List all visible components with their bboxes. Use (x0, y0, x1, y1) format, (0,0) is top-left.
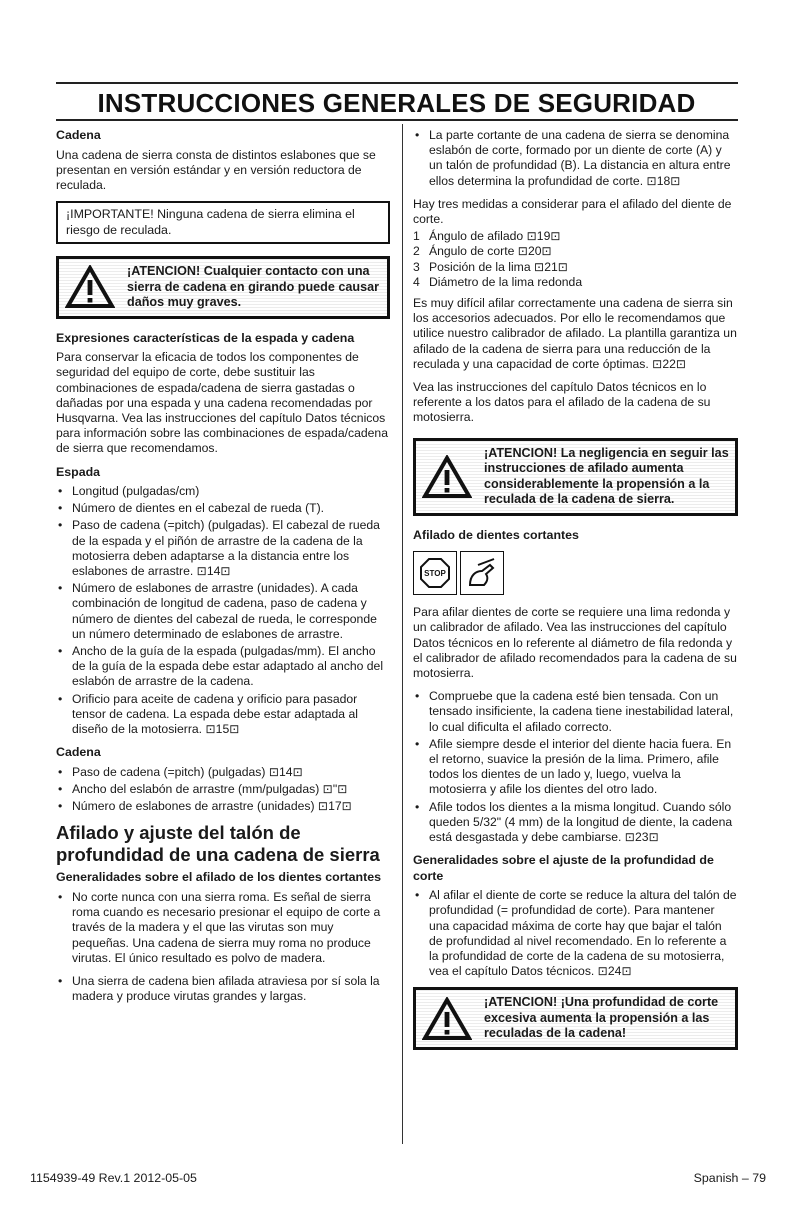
eslabon-list (413, 128, 738, 189)
list-item: • Afile siempre desde el interior del diente hacia fuera. En el retorno, suavice la presión de la lima. Primero, afile todos los dientes de un lado y, luego, vuelva la motosierra y afile los dientes del otro lado. (413, 737, 738, 798)
paragraph-cadena: Una cadena de sierra consta de distintos eslabones que se presentan en versión estándar y en versión reductora de reculada. (56, 147, 376, 192)
paragraph-para-afilar: Para afilar dientes de corte se requiere una lima redonda y un calibrador de afilado. Vea las instrucciones del capítulo Datos técnicos en lo referente al diámetro de fila redonda y el calibrador de afilado recomendados para la cadena de su motosierra. (413, 605, 737, 680)
item-text: Ángulo de afilado ⊡19⊡ (429, 229, 561, 244)
item-number: 3 (413, 259, 420, 274)
column-divider (402, 124, 403, 1144)
heading-cadena-specs: Cadena (56, 745, 101, 760)
title-rule-bottom (56, 119, 738, 121)
paragraph-medidas: Hay tres medidas a considerar para el afilado del diente de corte. (413, 196, 732, 227)
list-item: • La parte cortante de una cadena de sierra se denomina eslabón de corte, formado por un diente de corte (A) y un talón de profundidad (B). La distancia en altura entre ellos determina la profundidad de corte. ⊡18⊡ (413, 128, 738, 189)
list-item (413, 229, 738, 244)
espada-list (56, 484, 390, 737)
heading-generalidades: Generalidades sobre el afilado de los dientes cortantes (56, 870, 382, 885)
item-number: 4 (413, 274, 420, 289)
cadena-list (56, 765, 390, 815)
item-number: 1 (413, 229, 420, 244)
hand-file-icon (460, 551, 504, 595)
warning-box-negligence (413, 438, 738, 516)
sharpening-icons (413, 551, 738, 595)
list-item: • Una sierra de cadena bien afilada atraviesa por sí sola la madera y produce virutas grandes y largas. (56, 974, 390, 1004)
list-item: • Ancho de la guía de la espada (pulgadas/mm). El ancho de la guía de la espada debe estar adaptado al ancho del eslabón de arrastre de la cadena. (56, 644, 390, 690)
list-item (413, 260, 738, 275)
item-text: Diámetro de la lima redonda (429, 274, 583, 289)
afilado-list (413, 689, 738, 845)
item-text: Posición de la lima ⊡21⊡ (429, 259, 568, 274)
heading-espada: Espada (56, 464, 101, 479)
list-item: • No corte nunca con una sierra roma. Es señal de sierra roma cuando es necesario presionar el equipo de corte a través de la madera y el que las virutas son muy pequeñas. Una cadena de sierra muy roma no produce virutas. El único resultado es polvo de madera. (56, 890, 390, 966)
footer-page-number: Spanish – 79 (693, 1171, 766, 1185)
important-notice: ¡IMPORTANTE! Ninguna cadena de sierra elimina el riesgo de reculada. (56, 201, 390, 244)
heading-afilado-dientes: Afilado de dientes cortantes (413, 527, 579, 542)
generalidades-list (56, 890, 390, 1004)
list-item: • Paso de cadena (=pitch) (pulgadas). El cabezal de rueda de la espada y el piñón de arrastre de la cadena de la motosierra deben adaptarse a la distancia entre los eslabones de arrastre. ⊡14⊡ (56, 518, 390, 579)
stop-sign-text: STOP (424, 569, 446, 579)
paragraph-expresiones: Para conservar la eficacia de todos los componentes de seguridad del equipo de corte, debe sustituir las combinaciones de espada/cadena de sierra gastadas o dañadas por una espada y una cadena recomendadas por Husqvarna. Vea las instrucciones del capítulo Datos técnicos para información sobre las combinaciones de espada/cadena de sierra que recomendamos. (56, 350, 388, 456)
left-column (56, 128, 390, 1012)
list-item: • Número de dientes en el cabezal de rueda (T). (56, 501, 390, 516)
warning-triangle-icon (422, 997, 472, 1041)
list-item: • Número de eslabones de arrastre (unidades). A cada combinación de longitud de cadena, paso de cadena y número de dientes del cabezal de rueda, le corresponde un número determinado de eslabones de arrastre. (56, 581, 390, 642)
warning-triangle-icon (65, 265, 115, 309)
footer-doc-id: 1154939-49 Rev.1 2012-05-05 (30, 1171, 197, 1185)
right-column (413, 128, 738, 1062)
heading-expresiones: Expresiones características de la espada y cadena (56, 330, 355, 345)
warning-box-depth (413, 987, 738, 1050)
warning-text: ¡ATENCION! ¡Una profundidad de corte excesiva aumenta la propensión a las reculadas de la cadena! (484, 995, 719, 1041)
page-title: INSTRUCCIONES GENERALES DE SEGURIDAD (97, 88, 696, 118)
list-item: • Longitud (pulgadas/cm) (56, 484, 390, 499)
list-item: • Paso de cadena (=pitch) (pulgadas) ⊡14⊡ (56, 765, 390, 780)
list-item: • Orificio para aceite de cadena y orificio para pasador tensor de cadena. La espada debe estar adaptada al diseño de la motosierra. ⊡15⊡ (56, 692, 390, 738)
title-rule-top (56, 82, 738, 84)
list-item: • Número de eslabones de arrastre (unidades) ⊡17⊡ (56, 799, 390, 814)
heading-ajuste: Generalidades sobre el ajuste de la profundidad de corte (413, 853, 714, 883)
list-item: • Al afilar el diente de corte se reduce la altura del talón de profundidad (= profundidad de corte). Para mantener una capacidad máxima de corte hay que bajar el talón de profundidad al nivel recomendado. En lo referente a la profundidad de corte de la cadena de su motosierra, vea el capítulo Datos técnicos. ⊡24⊡ (413, 888, 738, 979)
warning-text: ¡ATENCION! Cualquier contacto con una sierra de cadena en girando puede causar daños muy graves. (127, 264, 379, 310)
list-item (413, 275, 738, 290)
stop-sign-icon (413, 551, 457, 595)
medidas-list (413, 229, 738, 290)
paragraph-vea: Vea las instrucciones del capítulo Datos técnicos en lo referente a los datos para el afilado de la cadena de su motosierra. (413, 380, 711, 425)
item-number: 2 (413, 244, 420, 259)
item-text: Ángulo de corte ⊡20⊡ (429, 244, 552, 259)
warning-triangle-icon (422, 455, 472, 499)
list-item: • Compruebe que la cadena esté bien tensada. Con un tensado insificiente, la cadena tiene inestabilidad lateral, lo cual dificulta el afilado correcto. (413, 689, 738, 735)
heading-cadena: Cadena (56, 128, 101, 142)
list-item: • Afile todos los dientes a la misma longitud. Cuando sólo queden 5/32" (4 mm) de la longitud de diente, la cadena está desgastada y debe cambiarse. ⊡23⊡ (413, 800, 738, 846)
list-item (413, 244, 738, 259)
warning-box-contact (56, 256, 390, 319)
warning-text: ¡ATENCION! La negligencia en seguir las instrucciones de afilado aumenta considerablemente la propensión a la reculada de la cadena de sierra. (484, 445, 729, 507)
list-item: • Ancho del eslabón de arrastre (mm/pulgadas) ⊡"⊡ (56, 782, 390, 797)
paragraph-dificil: Es muy difícil afilar correctamente una cadena de sierra sin los accesorios adecuados. Por ello le recomendamos que utilice nuestro calibrador de afilado. La plantilla garantiza un afilado de la cadena de sierra para una reducción de la reculada y una capacidad de corte óptimas. ⊡22⊡ (413, 296, 737, 371)
section-heading-afilado: Afilado y ajuste del talón de profundidad de una cadena de sierra (56, 822, 380, 866)
ajuste-list (413, 888, 738, 979)
